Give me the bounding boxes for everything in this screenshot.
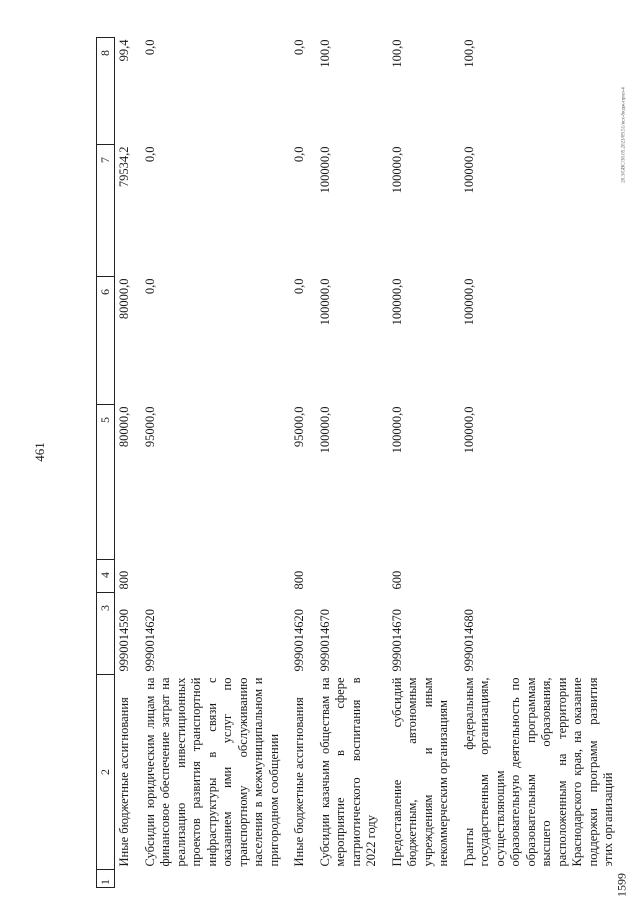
table-row <box>460 38 625 888</box>
budget-table <box>96 37 625 888</box>
row-description: Субсидии казачьим обществам на мероприятие в сфере патриотического воспитания в 2022 году <box>317 677 378 867</box>
row-value-7: 100000,0 <box>317 146 332 194</box>
row-value-8: 100,0 <box>389 39 404 68</box>
column-header: 3 <box>97 593 115 675</box>
row-value-7: 0,0 <box>292 146 306 163</box>
row-value-7: 100000,0 <box>389 146 404 194</box>
row-value-5: 95000,0 <box>292 406 306 448</box>
row-value-8: 99,4 <box>115 38 141 145</box>
row-value-5: 95000,0 <box>142 406 157 448</box>
column-header: 6 <box>97 277 115 405</box>
row-code: 9990014620 <box>142 609 157 672</box>
column-header: 2 <box>97 675 115 870</box>
page-number: 461 <box>32 442 47 462</box>
sheet-number: 1599 <box>614 873 629 897</box>
column-header: 7 <box>97 145 115 277</box>
column-header: 1 <box>97 870 115 888</box>
row-value-7: 79534,2 <box>115 145 141 277</box>
row-value-6: 0,0 <box>292 278 306 295</box>
table-row <box>388 38 460 888</box>
row-expense-type: 600 <box>389 570 404 590</box>
row-expense-type: 800 <box>292 570 306 590</box>
row-value-5: 100000,0 <box>317 406 332 454</box>
row-code: 9990014620 <box>292 609 306 672</box>
table-row <box>115 38 141 888</box>
row-description: Предоставление субсидий бюджетным, автономным учреждениям и иным некоммерческим организациям <box>389 677 450 867</box>
row-value-5: 80000,0 <box>115 405 141 560</box>
row-code: 9990014670 <box>389 609 404 672</box>
row-value-6: 0,0 <box>142 278 157 295</box>
column-header: 8 <box>97 38 115 145</box>
row-value-8: 0,0 <box>142 39 157 56</box>
row-code: 9990014590 <box>115 593 141 675</box>
row-expense-type: 800 <box>115 560 141 593</box>
row-value-8: 100,0 <box>461 39 476 68</box>
row-expense-type <box>460 560 625 593</box>
row-value-7: 100000,0 <box>461 146 476 194</box>
row-code: 9990014670 <box>317 609 332 672</box>
row-description: Иные бюджетные ассигнования <box>292 697 306 867</box>
row-expense-type <box>316 560 388 593</box>
table-row <box>316 38 388 888</box>
row-description: Гранты федеральным государственным организациям, осуществляющим образовательную деятельность по образовательным программам высшего образования, расположенным на территории Краснодарского края, на оказание поддержки программ развития этих организаций <box>461 677 615 867</box>
row-description: Иные бюджетные ассигнования <box>115 675 141 870</box>
table-header-row <box>97 38 115 888</box>
row-value-6: 100000,0 <box>389 278 404 326</box>
budget-table-container <box>96 38 616 888</box>
row-value-6: 100000,0 <box>461 278 476 326</box>
document-code: 20.3/GBC/30.05.2023/09.51/исх-бюдж-прил-4 <box>621 87 627 183</box>
row-description: Субсидии юридическим лицам на финансовое обеспечение затрат на реализацию инвестиционных проектов развития транспортной инфраструктуры в связи с оказанием ими услуг по транспортному обслуживанию населения в межмуниципальном и пригородном сообщении <box>142 677 281 867</box>
column-header: 4 <box>97 560 115 593</box>
row-value-6: 100000,0 <box>317 278 332 326</box>
row-value-7: 0,0 <box>142 146 157 163</box>
column-header: 5 <box>97 405 115 560</box>
row-value-8: 0,0 <box>292 39 306 56</box>
row-code: 9990014680 <box>461 609 476 672</box>
row-value-5: 100000,0 <box>389 406 404 454</box>
row-value-6: 80000,0 <box>115 277 141 405</box>
table-row <box>290 38 316 888</box>
row-value-8: 100,0 <box>317 39 332 68</box>
table-row <box>141 38 291 888</box>
row-value-5: 100000,0 <box>461 406 476 454</box>
row-expense-type <box>141 560 291 593</box>
